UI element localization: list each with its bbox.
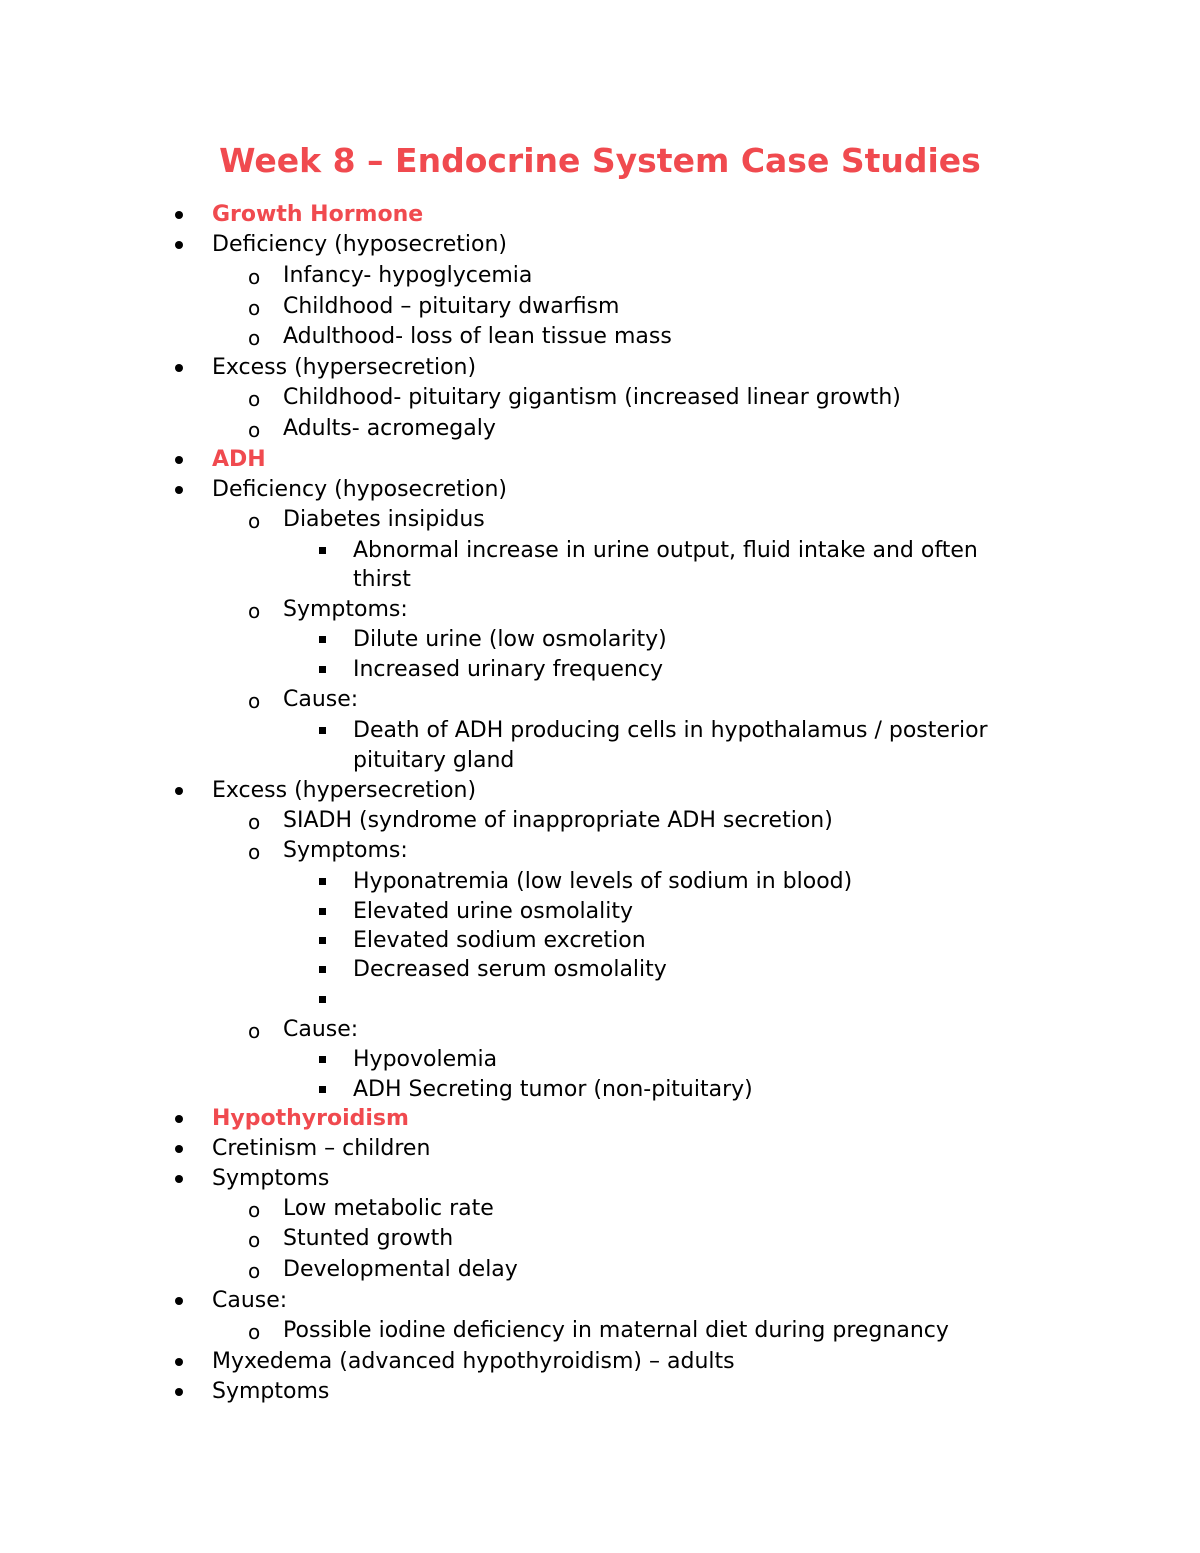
list-item: Adulthood- loss of lean tissue mass: [283, 324, 672, 349]
bullet-circle-icon: o: [248, 296, 261, 320]
list-item: pituitary gland: [353, 748, 515, 773]
bullet-square-icon: [319, 547, 326, 554]
list-item: Low metabolic rate: [283, 1196, 494, 1221]
list-item: Myxedema (advanced hypothyroidism) – adults: [212, 1349, 735, 1374]
bullet-circle-icon: o: [248, 509, 261, 533]
bullet-square-icon: [319, 1086, 326, 1093]
bullet-circle-icon: o: [248, 1259, 261, 1283]
bullet-disc-icon: [175, 1145, 183, 1153]
bullet-disc-icon: [175, 456, 183, 464]
bullet-disc-icon: [175, 486, 183, 494]
list-item: Symptoms: [212, 1379, 330, 1404]
bullet-disc-icon: [175, 1297, 183, 1305]
list-item: Cretinism – children: [212, 1136, 431, 1161]
bullet-square-icon: [319, 908, 326, 915]
list-item: Symptoms:: [283, 838, 408, 863]
bullet-square-icon: [319, 878, 326, 885]
bullet-circle-icon: o: [248, 1019, 261, 1043]
bullet-disc-icon: [175, 787, 183, 795]
list-item: Adults- acromegaly: [283, 416, 496, 441]
section-heading: ADH: [212, 447, 266, 472]
list-item: Elevated urine osmolality: [353, 899, 634, 924]
bullet-disc-icon: [175, 1388, 183, 1396]
bullet-circle-icon: o: [248, 418, 261, 442]
bullet-square-icon: [319, 727, 326, 734]
bullet-disc-icon: [175, 364, 183, 372]
bullet-circle-icon: o: [248, 265, 261, 289]
bullet-circle-icon: o: [248, 1320, 261, 1344]
list-item: Cause:: [212, 1288, 288, 1313]
list-item: Dilute urine (low osmolarity): [353, 627, 667, 652]
list-item: thirst: [353, 567, 411, 592]
bullet-circle-icon: o: [248, 326, 261, 350]
bullet-circle-icon: o: [248, 840, 261, 864]
list-item: Decreased serum osmolality: [353, 957, 667, 982]
list-item: Childhood – pituitary dwarfism: [283, 294, 620, 319]
bullet-square-icon: [319, 937, 326, 944]
bullet-square-icon: [319, 666, 326, 673]
list-item: Hypovolemia: [353, 1047, 498, 1072]
list-item: SIADH (syndrome of inappropriate ADH secretion): [283, 808, 833, 833]
list-item: Symptoms: [212, 1166, 330, 1191]
bullet-circle-icon: o: [248, 810, 261, 834]
list-item: Diabetes insipidus: [283, 507, 485, 532]
bullet-disc-icon: [175, 1115, 183, 1123]
bullet-square-icon: [319, 996, 326, 1003]
list-item: Childhood- pituitary gigantism (increased linear growth): [283, 385, 901, 410]
list-item: Hyponatremia (low levels of sodium in blood): [353, 869, 853, 894]
bullet-disc-icon: [175, 211, 183, 219]
section-heading: Growth Hormone: [212, 202, 424, 227]
bullet-circle-icon: o: [248, 1198, 261, 1222]
bullet-square-icon: [319, 636, 326, 643]
list-item: Developmental delay: [283, 1257, 518, 1282]
bullet-square-icon: [319, 1056, 326, 1063]
list-item: Death of ADH producing cells in hypothalamus / posterior: [353, 718, 988, 743]
bullet-circle-icon: o: [248, 387, 261, 411]
bullet-disc-icon: [175, 1175, 183, 1183]
list-item: Cause:: [283, 687, 359, 712]
page-title: Week 8 – Endocrine System Case Studies: [219, 141, 981, 180]
list-item: Deficiency (hyposecretion): [212, 477, 508, 502]
list-item: Infancy- hypoglycemia: [283, 263, 533, 288]
bullet-circle-icon: o: [248, 599, 261, 623]
list-item: Elevated sodium excretion: [353, 928, 646, 953]
list-item: Excess (hypersecretion): [212, 355, 477, 380]
bullet-disc-icon: [175, 1358, 183, 1366]
bullet-disc-icon: [175, 241, 183, 249]
list-item: Stunted growth: [283, 1226, 454, 1251]
list-item: Cause:: [283, 1017, 359, 1042]
list-item: Possible iodine deficiency in maternal diet during pregnancy: [283, 1318, 949, 1343]
list-item: Abnormal increase in urine output, fluid intake and often: [353, 538, 978, 563]
section-heading: Hypothyroidism: [212, 1106, 409, 1131]
list-item: Excess (hypersecretion): [212, 778, 477, 803]
list-item: Symptoms:: [283, 597, 408, 622]
list-item: ADH Secreting tumor (non-pituitary): [353, 1077, 753, 1102]
list-item: Deficiency (hyposecretion): [212, 232, 508, 257]
bullet-circle-icon: o: [248, 1228, 261, 1252]
bullet-circle-icon: o: [248, 689, 261, 713]
list-item: Increased urinary frequency: [353, 657, 663, 682]
bullet-square-icon: [319, 966, 326, 973]
